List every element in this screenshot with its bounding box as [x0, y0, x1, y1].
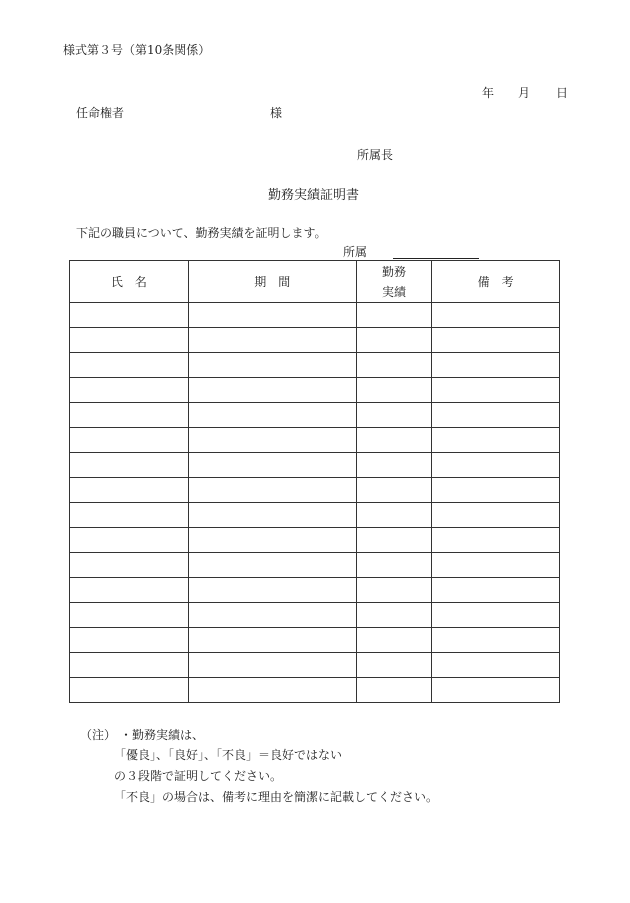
- period-cell[interactable]: [188, 328, 356, 353]
- name-cell[interactable]: [70, 653, 189, 678]
- performance-cell[interactable]: [356, 503, 431, 528]
- table-row: [70, 353, 560, 378]
- table-row: [70, 328, 560, 353]
- name-cell[interactable]: [70, 628, 189, 653]
- performance-cell[interactable]: [356, 528, 431, 553]
- performance-cell[interactable]: [356, 428, 431, 453]
- name-cell[interactable]: [70, 478, 189, 503]
- remarks-cell[interactable]: [432, 503, 560, 528]
- performance-cell[interactable]: [356, 603, 431, 628]
- period-cell[interactable]: [188, 428, 356, 453]
- document-title: 勤務実績証明書: [268, 188, 360, 203]
- performance-cell[interactable]: [356, 378, 431, 403]
- date-year-label: 年: [482, 86, 495, 100]
- period-cell[interactable]: [188, 528, 356, 553]
- remarks-cell[interactable]: [432, 553, 560, 578]
- note-line-2: 「優良」、「良好」、「不良」＝良好ではない: [114, 748, 343, 762]
- remarks-cell[interactable]: [432, 653, 560, 678]
- table-row: [70, 403, 560, 428]
- period-cell[interactable]: [188, 603, 356, 628]
- name-cell[interactable]: [70, 403, 189, 428]
- affiliation-blank-line[interactable]: [393, 258, 479, 259]
- remarks-cell[interactable]: [432, 528, 560, 553]
- table-row: [70, 303, 560, 328]
- table-row: [70, 378, 560, 403]
- name-cell[interactable]: [70, 353, 189, 378]
- affiliation-label: 所属: [343, 245, 368, 259]
- name-cell[interactable]: [70, 303, 189, 328]
- records-table: [69, 260, 560, 703]
- performance-cell[interactable]: [356, 328, 431, 353]
- performance-cell[interactable]: [356, 578, 431, 603]
- period-cell[interactable]: [188, 678, 356, 703]
- remarks-cell[interactable]: [432, 678, 560, 703]
- name-cell[interactable]: [70, 678, 189, 703]
- table-row: [70, 628, 560, 653]
- table-row: [70, 528, 560, 553]
- table-row: [70, 428, 560, 453]
- header-period: 期 間: [188, 261, 356, 303]
- name-cell[interactable]: [70, 553, 189, 578]
- table-row: [70, 653, 560, 678]
- appointer-honorific: 様: [270, 106, 283, 120]
- appointer-label: 任命権者: [76, 106, 125, 120]
- period-cell[interactable]: [188, 653, 356, 678]
- table-header-row: [70, 261, 560, 303]
- header-performance: [356, 261, 431, 303]
- header-name: 氏 名: [70, 261, 189, 303]
- performance-cell[interactable]: [356, 453, 431, 478]
- period-cell[interactable]: [188, 453, 356, 478]
- period-cell[interactable]: [188, 403, 356, 428]
- period-cell[interactable]: [188, 503, 356, 528]
- department-head-label: 所属長: [357, 148, 394, 162]
- period-cell[interactable]: [188, 353, 356, 378]
- remarks-cell[interactable]: [432, 303, 560, 328]
- remarks-cell[interactable]: [432, 353, 560, 378]
- header-performance-line1: 勤務: [381, 264, 406, 279]
- table-row: [70, 553, 560, 578]
- table-row: [70, 578, 560, 603]
- remarks-cell[interactable]: [432, 378, 560, 403]
- remarks-cell[interactable]: [432, 478, 560, 503]
- period-cell[interactable]: [188, 628, 356, 653]
- performance-cell[interactable]: [356, 353, 431, 378]
- period-cell[interactable]: [188, 578, 356, 603]
- period-cell[interactable]: [188, 553, 356, 578]
- remarks-cell[interactable]: [432, 403, 560, 428]
- table-row: [70, 478, 560, 503]
- remarks-cell[interactable]: [432, 428, 560, 453]
- performance-cell[interactable]: [356, 653, 431, 678]
- performance-cell[interactable]: [356, 403, 431, 428]
- name-cell[interactable]: [70, 578, 189, 603]
- header-performance-line2: 実績: [381, 284, 406, 299]
- name-cell[interactable]: [70, 378, 189, 403]
- note-line-4: 「不良」の場合は、備考に理由を簡潔に記載してください。: [114, 790, 439, 804]
- period-cell[interactable]: [188, 303, 356, 328]
- performance-cell[interactable]: [356, 628, 431, 653]
- name-cell[interactable]: [70, 603, 189, 628]
- performance-cell[interactable]: [356, 303, 431, 328]
- performance-cell[interactable]: [356, 478, 431, 503]
- performance-cell[interactable]: [356, 553, 431, 578]
- table-row: [70, 603, 560, 628]
- name-cell[interactable]: [70, 503, 189, 528]
- intro-text: 下記の職員について、勤務実績を証明します。: [76, 226, 327, 240]
- date-day-label: 日: [556, 86, 569, 100]
- performance-cell[interactable]: [356, 678, 431, 703]
- table-row: [70, 678, 560, 703]
- name-cell[interactable]: [70, 528, 189, 553]
- form-number: 様式第３号（第10条関係）: [63, 43, 211, 57]
- date-month-label: 月: [518, 86, 531, 100]
- remarks-cell[interactable]: [432, 578, 560, 603]
- name-cell[interactable]: [70, 453, 189, 478]
- note-line-1: ・勤務実績は、: [120, 728, 205, 742]
- remarks-cell[interactable]: [432, 453, 560, 478]
- remarks-cell[interactable]: [432, 603, 560, 628]
- name-cell[interactable]: [70, 428, 189, 453]
- name-cell[interactable]: [70, 328, 189, 353]
- period-cell[interactable]: [188, 378, 356, 403]
- period-cell[interactable]: [188, 478, 356, 503]
- note-label: （注）: [80, 728, 117, 742]
- header-remarks: 備 考: [432, 261, 560, 303]
- table-row: [70, 503, 560, 528]
- remarks-cell[interactable]: [432, 328, 560, 353]
- table-row: [70, 453, 560, 478]
- remarks-cell[interactable]: [432, 628, 560, 653]
- note-line-3: の３段階で証明してください。: [114, 769, 283, 783]
